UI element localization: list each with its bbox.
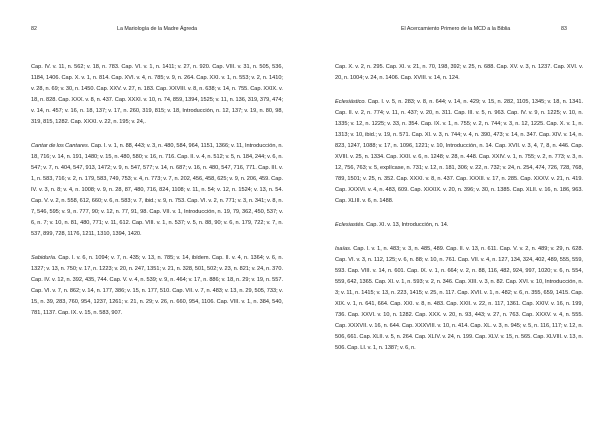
- running-title-right: El Acercamiento Primero de la MCD a la Biblia: [401, 26, 511, 32]
- index-entry-eclesiastes: [335, 220, 583, 231]
- page-number-left: 82: [31, 26, 37, 32]
- entry-text: Cap. I. v. 1, n. 88, 443; v. 3, n. 480, 584, 964, 1151, 1366; v. 11, Introducción, n. 18, 716; v. 14, n. 191, 1480; v. 15, n. 480, 580; v. 16, n. 716. Cap. II. v. 4, n. 512; v. 5, n. 184, 244; v. 6, n. 547; v. 7, n. 404, 547, 913, 1472; v. 9, n. 547, 577; v. 14, n. 687; v. 16, n. 480, 547, 716, 771. Cap. III. v. 1, n. 583, 716; v. 2, n. 179, 583, 749, 753; v. 4, n. 773; v. 7, n. 202, 456, 458, 625; v. 9, n. 206, 459. Cap. IV. v. 3, n. 8; v. 4, n. 1008; v. 9, n. 28, 87, 480, 716, 824, 1108; v. 11, n. 54; v. 12, n. 1524; v. 13, n. 54. Cap. V. v. 2, n. 558, 612, 660; v. 6, n. 583; v. 7, ibid.; v. 9, n. 753. Cap. VI. v. 2, n. 771; v. 3, n. 341; v. 8, n. 7, 546, 595; v. 9, n. 777, 90; v. 12, n. 77, 91, 98. Cap. VII. v. 1, Introducción, n. 19, 79, 362, 450, 537; v. 6, n. 7; v. 10, n. 81, 480, 771; v. 11, 612. Cap. VIII. v. 1, n. 537; v. 5, n. 88, 90; v. 6, n. 179, 722; v. 7, n. 537, 899, 728, 1176, 1211, 1310, 1394, 1420.: [31, 143, 283, 237]
- entry-text: Cap. X. v. 2, n. 295. Cap. XI. v. 21, n. 70, 198, 392; v. 25, n. 688. Cap. XV. v. 3, n. 1237. Cap. XVI. v. 20, n. 1004; v. 24, n. 1406. Cap. XVIII. v. 14, n. 124.: [335, 64, 583, 81]
- index-entry-cantar: [31, 141, 283, 240]
- page-number-right: 83: [561, 26, 567, 32]
- entry-text: Cap. XI. v. 13, Introducción, n. 14.: [364, 222, 449, 228]
- right-page-column: [335, 62, 583, 354]
- book-heading: Eclesiástico.: [335, 99, 367, 105]
- index-entry-sabiduria: [31, 253, 283, 319]
- index-entry-isaias: [335, 244, 583, 354]
- entry-text: Cap. I. v. 6, n. 1094; v. 7, n. 435; v. 13, n. 785; v. 14, ibídem. Cap. II. v. 4, n. 1364; v. 6, n. 1327; v. 13, n. 750; v. 17, n. 1223; v. 20, n. 247, 1351; v. 21, n. 328, 501, 502; v. 23, n. 821; v. 24, n. 370. Cap. IV. v. 12, n. 392, 435, 744. Cap. V. v. 4, n. 539; v. 9, n. 464; v. 17, n. 886; v. 18, n. 29; v. 19, n. 557. Cap. VI. v. 7, n. 862; v. 14, n. 177, 386; v. 15, n. 177, 510. Cap. VII. v. 7, n. 483; v. 13, n. 29, 505, 733; v. 15, n. 39, 283, 760, 954, 1237, 1261; v. 21, n. 29; v. 26, n. 660, 954, 1106. Cap. VIII. v. 1, n. 384, 540, 781, 1137. Cap. IX. v. 15, n. 583, 907.: [31, 255, 283, 316]
- book-heading: Eclesiastés.: [335, 222, 365, 228]
- book-heading: Sabiduría.: [31, 255, 57, 261]
- entry-text: Cap. IV. v. 11, n. 562; v. 18, n. 783. Cap. VI. v. 1, n. 1411; v. 27, n. 920. Cap. VIII. v. 31, n. 505, 536, 1184, 1406. Cap. X. v. 1, n. 814. Cap. XVI. v. 4, n. 785; v. 9, n. 264. Cap. XXI. v. 1, n. 553; v. 2, n. 1410; v. 28, n. 69; v. 30, n. 1450. Cap. XXV. v. 27, n. 183. Cap. XXVIII. v. 8, n. 638; v. 14, n. 755. Cap. XXIX. v. 18, n. 828. Cap. XXX. v. 8, n. 437. Cap. XXXI. v. 10, n. 74, 859, 1394, 1525; v. 11, n. 136, 319, 379, 474; v. 14, n. 457; v. 16, n. 18, 137; v. 17, n. 260, 319, 815; v. 18, Introducción, n. 12, 137; v. 19, n. 80, 98, 319, 815, 1282. Cap. XXXI. v. 22, n. 195; v. 24,.: [31, 64, 283, 125]
- entry-text: Cap. I. v. 1, n. 483; v. 3, n. 485, 489. Cap. II. v. 13, n. 611. Cap. V. v. 2, n. 489; v. 29, n. 628. Cap. VI. v. 3, n. 112, 125; v. 6, n. 88; v. 10, n. 761. Cap. VII. v. 4, n. 127, 134, 324, 402, 489, 555, 559, 593. Cap. VIII. v. 14, n. 601. Cap. IX. v. 1, n. 664; v. 2, n. 88, 116, 482, 924, 997, 1020; v. 6, n. 554, 559, 642, 1365. Cap. XI. v. 1, n. 593; v. 2, n. 346. Cap. XIII. v. 3, n. 82. Cap. XVI. v. 10, Introducción, n. 3; v. 11, n. 1415; v. 13, n. 223, 1415; v. 25, n. 117. Cap. XVII. v. 1, n. 482; v. 6, n. 355, 659, 1415. Cap. XIX. v. 1, n. 641, 664. Cap. XXI. v. 8, n. 483. Cap. XXII. v. 22, n. 117, 1361. Cap. XXIV. v. 16, n. 199, 736. Cap. XXVI. v. 10, n. 1282. Cap. XXX. v. 20, n. 93, 443; v. 27, n. 763. Cap. XXXV. v. 4, n. 555. Cap. XXXVII. v. 16, n. 644. Cap. XXXVIII. v. 10, n. 414. Cap. XL. v. 3, n. 945; v. 5, n. 116, 117; v. 12, n. 506, 661. Cap. XLII. v. 5, n. 264. Cap. XLIV. v. 24, n. 199. Cap. XLV. v. 15, n. 565. Cap. XLVIII. v. 13, n. 506. Cap. LI. v. 1, n. 1387; v. 6, n.: [335, 246, 583, 351]
- running-title-left: La Mariología de la Madre Ágreda: [117, 26, 198, 32]
- index-entry-eclesiastico: [335, 97, 583, 207]
- entry-text: Cap. I. v. 5, n. 283; v. 8, n. 644; v. 14, n. 429; v. 15, n. 282, 1105, 1345; v. 18, n. 1341. Cap. II. v. 2, n. 774; v. 11, n. 437; v. 20, n. 311. Cap. III. v. 5, n. 963. Cap. IV. v. 9, n. 1225; v. 10, n. 1335; v. 12, n. 1225; v. 33, n. 354. Cap. IX. v. 1, n. 755; v. 2, n. 744; v. 3, n. 12, 1225. Cap. X. v. 1, n. 1313; v. 10, ibid.; v. 19, n. 571. Cap. XI. v. 3, n. 744; v. 4, n. 390, 473; v. 14, n. 347. Cap. XIV. v. 14, n. 823, 1247, 1088; v. 17, n. 1096, 1221; v. 10, Introducción, n. 14. Cap. XVII. v. 3, 4, 7, 8, n. 446. Cap. XVIII. v. 25, n. 1334. Cap. XXII. v. 6, n. 1248; v. 28, n. 448. Cap. XXIV. v. 1, n. 755; v. 2, n. 773; v. 3, n. 12, 756, 763; v. 5, explícase, n. 731; v. 12, n. 181, 306; v. 22, n. 732; v. 24, n. 254, 474, 726, 728, 768, 789, 1501; v. 25, n. 352. Cap. XXXI. v. 8, n. 437. Cap. XXXII. v. 17, n. 285. Cap. XXXV. v. 21, n. 419. Cap. XXXVI. v. 4, n. 483, 609. Cap. XXXIX. v. 20, n. 396; v. 30, n. 1385. Cap. XLII. v. 16, n. 186, 963. Cap. XLIII. v. 6, n. 1488.: [335, 99, 583, 204]
- left-page-column: [31, 62, 283, 319]
- book-heading: Isaías.: [335, 246, 352, 252]
- index-entry-paragraph: [335, 62, 583, 84]
- index-entry-paragraph: [31, 62, 283, 128]
- book-heading: Cantar de los Cantares.: [31, 143, 90, 149]
